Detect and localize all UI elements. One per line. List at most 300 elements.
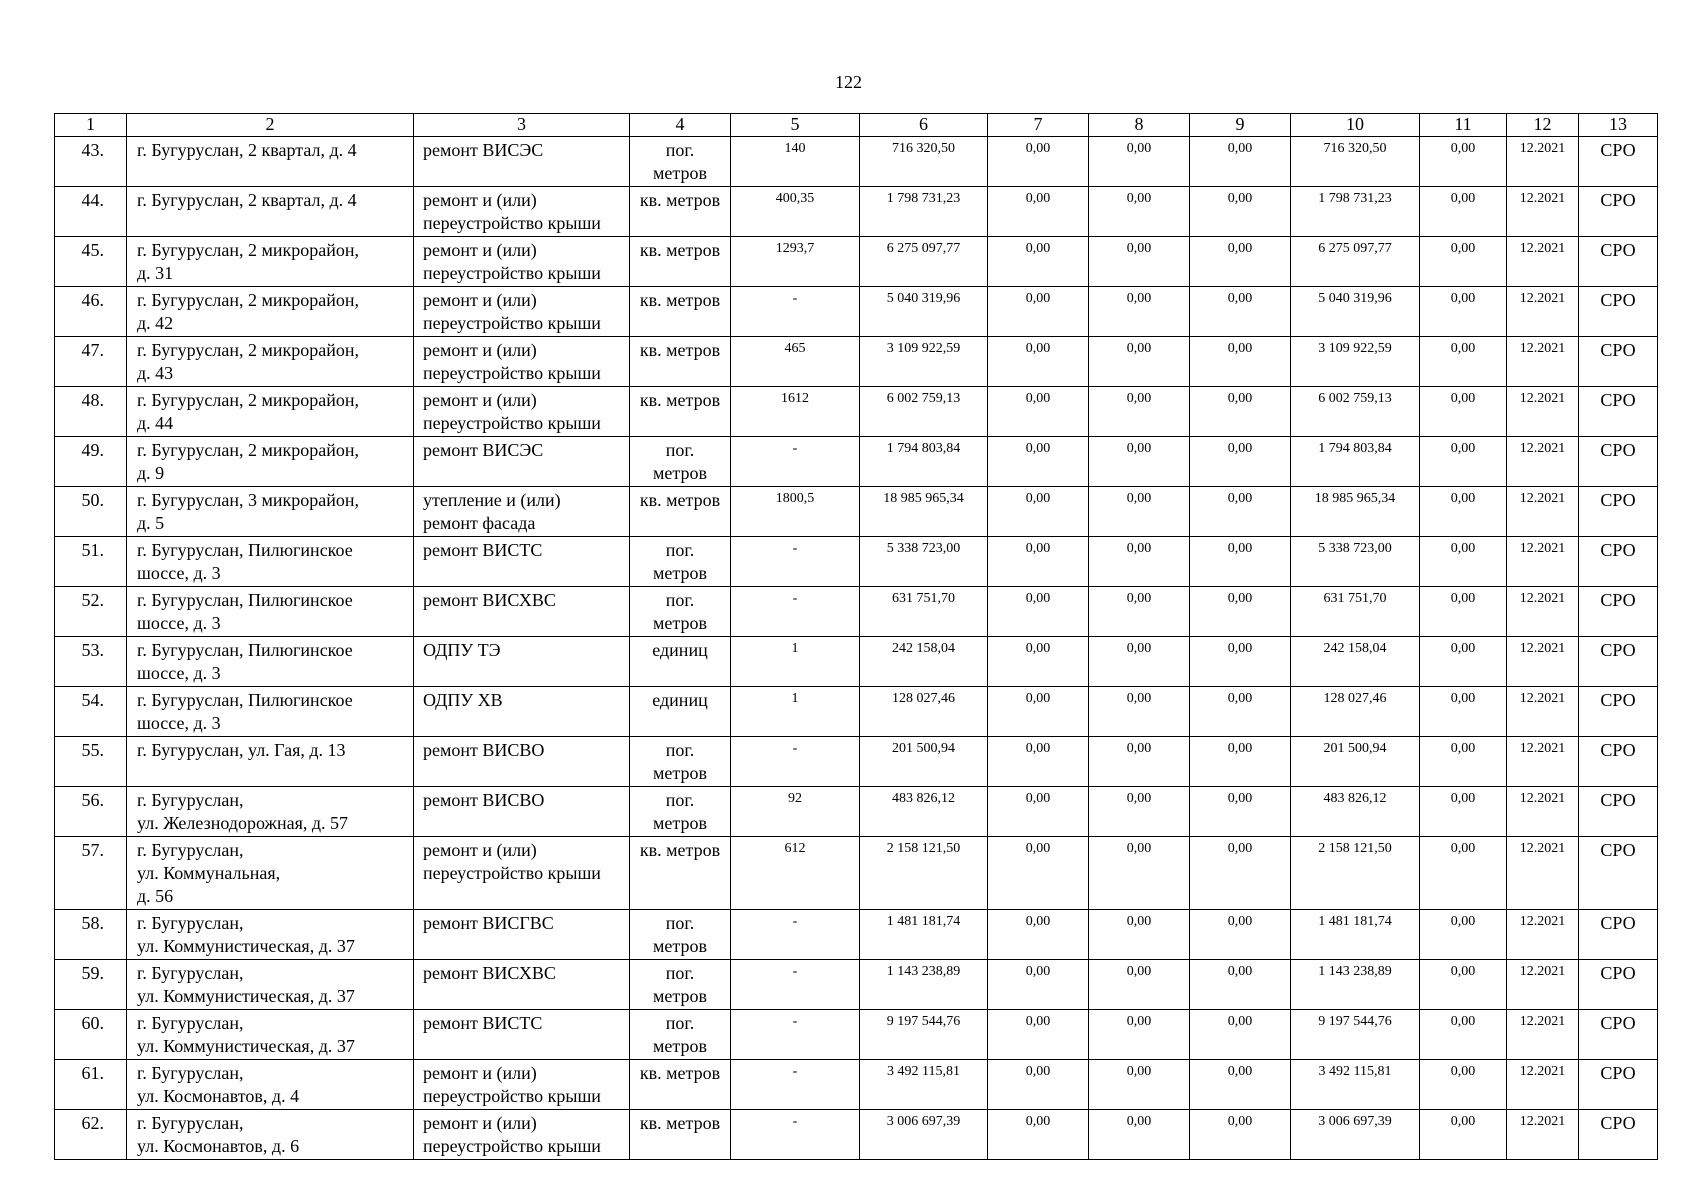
address-line: г. Бугуруслан, Пилюгинское (137, 540, 353, 560)
quantity-cell: 92 (731, 787, 860, 837)
address-line: г. Бугуруслан, (137, 963, 244, 983)
column-11-cell: 0,00 (1420, 487, 1507, 537)
unit-cell (630, 237, 731, 287)
column-9-cell: 0,00 (1190, 910, 1291, 960)
unit-cell (630, 537, 731, 587)
address-line: д. 43 (137, 363, 174, 383)
work-type-line: ОДПУ ХВ (423, 690, 503, 710)
column-7-cell: 0,00 (988, 337, 1089, 387)
address-cell (127, 1010, 414, 1060)
column-7-cell: 0,00 (988, 910, 1089, 960)
column-8-cell: 0,00 (1089, 910, 1190, 960)
source-cell: СРО (1579, 787, 1658, 837)
column-11-cell: 0,00 (1420, 437, 1507, 487)
column-8-cell: 0,00 (1089, 387, 1190, 437)
deadline-cell: 12.2021 (1507, 537, 1579, 587)
column-7-cell: 0,00 (988, 737, 1089, 787)
column-number-header: 7 (988, 114, 1089, 137)
column-10-cell: 5 040 319,96 (1291, 287, 1420, 337)
address-line: д. 5 (137, 513, 165, 533)
unit-line: пог. (665, 740, 695, 760)
work-type-line: ремонт и (или) (423, 340, 537, 360)
work-type-line: переустройство крыши (423, 363, 601, 383)
address-line: д. 9 (137, 463, 165, 483)
work-type-cell (414, 537, 630, 587)
deadline-cell: 12.2021 (1507, 487, 1579, 537)
table-row (55, 287, 1658, 337)
deadline-cell: 12.2021 (1507, 910, 1579, 960)
table-row (55, 187, 1658, 237)
column-9-cell: 0,00 (1190, 837, 1291, 910)
table-row (55, 687, 1658, 737)
column-7-cell: 0,00 (988, 587, 1089, 637)
address-line: г. Бугуруслан, (137, 840, 244, 860)
unit-cell (630, 287, 731, 337)
column-number-header: 4 (630, 114, 731, 137)
column-10-cell: 2 158 121,50 (1291, 837, 1420, 910)
address-line: г. Бугуруслан, 3 микрорайон, (137, 490, 360, 510)
column-8-cell: 0,00 (1089, 737, 1190, 787)
work-type-line: ремонт и (или) (423, 1113, 537, 1133)
address-line: г. Бугуруслан, (137, 913, 244, 933)
unit-line: пог. (665, 913, 695, 933)
table-row (55, 737, 1658, 787)
table-row (55, 537, 1658, 587)
unit-line: пог. (665, 540, 695, 560)
work-type-cell (414, 287, 630, 337)
address-line: г. Бугуруслан, (137, 790, 244, 810)
table-row (55, 910, 1658, 960)
column-8-cell: 0,00 (1089, 287, 1190, 337)
unit-cell (630, 437, 731, 487)
column-9-cell: 0,00 (1190, 387, 1291, 437)
address-cell (127, 487, 414, 537)
unit-cell (630, 137, 731, 187)
unit-cell (630, 187, 731, 237)
column-9-cell: 0,00 (1190, 1110, 1291, 1160)
source-cell: СРО (1579, 537, 1658, 587)
column-10-cell: 201 500,94 (1291, 737, 1420, 787)
unit-line: кв. метров (639, 1063, 721, 1083)
work-type-cell (414, 787, 630, 837)
work-type-cell (414, 187, 630, 237)
column-number-row (55, 114, 1658, 137)
column-11-cell: 0,00 (1420, 187, 1507, 237)
column-number-header: 6 (860, 114, 988, 137)
column-7-cell: 0,00 (988, 137, 1089, 187)
unit-cell (630, 1060, 731, 1110)
column-10-cell: 1 798 731,23 (1291, 187, 1420, 237)
source-cell: СРО (1579, 387, 1658, 437)
column-number-header: 1 (55, 114, 127, 137)
source-cell: СРО (1579, 1110, 1658, 1160)
address-line: г. Бугуруслан, 2 микрорайон, (137, 290, 360, 310)
address-line: г. Бугуруслан, (137, 1063, 244, 1083)
unit-line: кв. метров (639, 240, 721, 260)
column-11-cell: 0,00 (1420, 287, 1507, 337)
column-9-cell: 0,00 (1190, 187, 1291, 237)
unit-line: кв. метров (639, 390, 721, 410)
unit-line: кв. метров (639, 340, 721, 360)
address-line: д. 31 (137, 263, 174, 283)
column-10-cell: 128 027,46 (1291, 687, 1420, 737)
work-type-line: ремонт и (или) (423, 240, 537, 260)
table-row (55, 487, 1658, 537)
quantity-cell: - (731, 910, 860, 960)
deadline-cell: 12.2021 (1507, 337, 1579, 387)
unit-cell (630, 587, 731, 637)
address-line: г. Бугуруслан, 2 микрорайон, (137, 340, 360, 360)
table-row (55, 387, 1658, 437)
work-type-cell (414, 237, 630, 287)
row-number: 52. (55, 587, 127, 637)
address-cell (127, 787, 414, 837)
unit-line: кв. метров (639, 1113, 721, 1133)
total-cost-cell: 5 040 319,96 (860, 287, 988, 337)
column-10-cell: 716 320,50 (1291, 137, 1420, 187)
total-cost-cell: 3 492 115,81 (860, 1060, 988, 1110)
table-row (55, 1010, 1658, 1060)
column-9-cell: 0,00 (1190, 960, 1291, 1010)
column-11-cell: 0,00 (1420, 537, 1507, 587)
column-11-cell: 0,00 (1420, 637, 1507, 687)
column-8-cell: 0,00 (1089, 687, 1190, 737)
address-line: ул. Коммунистическая, д. 37 (137, 986, 355, 1006)
address-line: ул. Космонавтов, д. 6 (137, 1136, 300, 1156)
column-9-cell: 0,00 (1190, 487, 1291, 537)
unit-line: метров (653, 613, 707, 633)
total-cost-cell: 9 197 544,76 (860, 1010, 988, 1060)
work-type-line: ремонт и (или) (423, 290, 537, 310)
column-7-cell: 0,00 (988, 1010, 1089, 1060)
total-cost-cell: 3 006 697,39 (860, 1110, 988, 1160)
row-number: 48. (55, 387, 127, 437)
row-number: 55. (55, 737, 127, 787)
work-type-line: переустройство крыши (423, 1136, 601, 1156)
work-type-line: ремонт ВИСЭС (423, 440, 544, 460)
unit-line: метров (653, 813, 707, 833)
source-cell: СРО (1579, 837, 1658, 910)
address-cell (127, 137, 414, 187)
unit-line: пог. (665, 590, 695, 610)
column-8-cell: 0,00 (1089, 637, 1190, 687)
work-type-line: переустройство крыши (423, 413, 601, 433)
column-8-cell: 0,00 (1089, 837, 1190, 910)
column-7-cell: 0,00 (988, 1060, 1089, 1110)
column-7-cell: 0,00 (988, 837, 1089, 910)
work-type-cell (414, 687, 630, 737)
table-row (55, 1060, 1658, 1110)
column-9-cell: 0,00 (1190, 337, 1291, 387)
column-11-cell: 0,00 (1420, 960, 1507, 1010)
column-8-cell: 0,00 (1089, 960, 1190, 1010)
column-7-cell: 0,00 (988, 960, 1089, 1010)
table-body (55, 114, 1658, 1160)
quantity-cell: 400,35 (731, 187, 860, 237)
address-cell (127, 187, 414, 237)
row-number: 57. (55, 837, 127, 910)
total-cost-cell: 6 002 759,13 (860, 387, 988, 437)
table-row (55, 637, 1658, 687)
source-cell: СРО (1579, 1010, 1658, 1060)
deadline-cell: 12.2021 (1507, 387, 1579, 437)
address-cell (127, 287, 414, 337)
total-cost-cell: 1 481 181,74 (860, 910, 988, 960)
address-line: ул. Коммунистическая, д. 37 (137, 936, 355, 956)
total-cost-cell: 128 027,46 (860, 687, 988, 737)
column-10-cell: 631 751,70 (1291, 587, 1420, 637)
column-9-cell: 0,00 (1190, 237, 1291, 287)
unit-line: метров (653, 986, 707, 1006)
quantity-cell: - (731, 537, 860, 587)
column-10-cell: 6 002 759,13 (1291, 387, 1420, 437)
unit-cell (630, 837, 731, 910)
row-number: 43. (55, 137, 127, 187)
address-line: г. Бугуруслан, 2 микрорайон, (137, 390, 360, 410)
quantity-cell: - (731, 1010, 860, 1060)
total-cost-cell: 1 798 731,23 (860, 187, 988, 237)
row-number: 46. (55, 287, 127, 337)
row-number: 58. (55, 910, 127, 960)
column-7-cell: 0,00 (988, 287, 1089, 337)
column-9-cell: 0,00 (1190, 287, 1291, 337)
total-cost-cell: 1 143 238,89 (860, 960, 988, 1010)
address-cell (127, 337, 414, 387)
column-11-cell: 0,00 (1420, 587, 1507, 637)
column-7-cell: 0,00 (988, 1110, 1089, 1160)
deadline-cell: 12.2021 (1507, 687, 1579, 737)
table-row (55, 137, 1658, 187)
address-line: ул. Железнодорожная, д. 57 (137, 813, 349, 833)
unit-line: единиц (652, 690, 708, 710)
quantity-cell: 465 (731, 337, 860, 387)
column-9-cell: 0,00 (1190, 687, 1291, 737)
deadline-cell: 12.2021 (1507, 960, 1579, 1010)
quantity-cell: - (731, 1060, 860, 1110)
row-number: 59. (55, 960, 127, 1010)
column-8-cell: 0,00 (1089, 1060, 1190, 1110)
work-type-line: переустройство крыши (423, 213, 601, 233)
address-line: г. Бугуруслан, Пилюгинское (137, 590, 353, 610)
source-cell: СРО (1579, 910, 1658, 960)
total-cost-cell: 201 500,94 (860, 737, 988, 787)
address-line: г. Бугуруслан, Пилюгинское (137, 690, 353, 710)
column-9-cell: 0,00 (1190, 137, 1291, 187)
total-cost-cell: 18 985 965,34 (860, 487, 988, 537)
table-row (55, 787, 1658, 837)
page-number: 122 (835, 72, 862, 92)
deadline-cell: 12.2021 (1507, 137, 1579, 187)
address-line: ул. Коммунистическая, д. 37 (137, 1036, 355, 1056)
address-line: г. Бугуруслан, (137, 1113, 244, 1133)
unit-line: метров (653, 936, 707, 956)
table-row (55, 1110, 1658, 1160)
table-row (55, 960, 1658, 1010)
address-line: г. Бугуруслан, Пилюгинское (137, 640, 353, 660)
column-10-cell: 3 006 697,39 (1291, 1110, 1420, 1160)
table-row (55, 587, 1658, 637)
quantity-cell: 612 (731, 837, 860, 910)
table-row (55, 837, 1658, 910)
unit-cell (630, 910, 731, 960)
unit-cell (630, 1110, 731, 1160)
row-number: 44. (55, 187, 127, 237)
unit-line: кв. метров (639, 840, 721, 860)
column-8-cell: 0,00 (1089, 137, 1190, 187)
unit-cell (630, 637, 731, 687)
source-cell: СРО (1579, 137, 1658, 187)
address-line: шоссе, д. 3 (137, 563, 221, 583)
work-type-line: ремонт и (или) (423, 840, 537, 860)
column-number-header: 11 (1420, 114, 1507, 137)
address-cell (127, 237, 414, 287)
work-type-line: ремонт ВИСВО (423, 790, 545, 810)
source-cell: СРО (1579, 337, 1658, 387)
work-type-cell (414, 1110, 630, 1160)
column-7-cell: 0,00 (988, 787, 1089, 837)
quantity-cell: 1 (731, 637, 860, 687)
source-cell: СРО (1579, 637, 1658, 687)
work-type-line: утепление и (или) (423, 490, 561, 510)
unit-line: единиц (652, 640, 708, 660)
unit-line: пог. (665, 963, 695, 983)
column-10-cell: 1 481 181,74 (1291, 910, 1420, 960)
work-type-cell (414, 137, 630, 187)
column-9-cell: 0,00 (1190, 1010, 1291, 1060)
column-9-cell: 0,00 (1190, 637, 1291, 687)
column-8-cell: 0,00 (1089, 787, 1190, 837)
address-line: г. Бугуруслан, 2 квартал, д. 4 (137, 140, 357, 160)
column-8-cell: 0,00 (1089, 337, 1190, 387)
column-7-cell: 0,00 (988, 237, 1089, 287)
table-row (55, 437, 1658, 487)
work-type-cell (414, 1010, 630, 1060)
quantity-cell: - (731, 737, 860, 787)
work-type-cell (414, 387, 630, 437)
unit-line: кв. метров (639, 490, 721, 510)
column-7-cell: 0,00 (988, 637, 1089, 687)
address-line: ул. Коммунальная, (137, 863, 281, 883)
column-number-header: 9 (1190, 114, 1291, 137)
row-number: 49. (55, 437, 127, 487)
column-7-cell: 0,00 (988, 537, 1089, 587)
address-line: г. Бугуруслан, (137, 1013, 244, 1033)
address-line: г. Бугуруслан, 2 микрорайон, (137, 240, 360, 260)
address-line: д. 42 (137, 313, 174, 333)
unit-line: метров (653, 163, 707, 183)
unit-line: метров (653, 763, 707, 783)
row-number: 62. (55, 1110, 127, 1160)
total-cost-cell: 5 338 723,00 (860, 537, 988, 587)
table-row (55, 237, 1658, 287)
column-11-cell: 0,00 (1420, 737, 1507, 787)
address-line: шоссе, д. 3 (137, 713, 221, 733)
column-7-cell: 0,00 (988, 687, 1089, 737)
unit-line: метров (653, 463, 707, 483)
column-11-cell: 0,00 (1420, 237, 1507, 287)
column-number-header: 10 (1291, 114, 1420, 137)
address-cell (127, 437, 414, 487)
column-9-cell: 0,00 (1190, 587, 1291, 637)
work-type-cell (414, 487, 630, 537)
source-cell: СРО (1579, 1060, 1658, 1110)
address-cell (127, 737, 414, 787)
work-type-line: ремонт ВИСХВС (423, 963, 556, 983)
row-number: 60. (55, 1010, 127, 1060)
unit-cell (630, 787, 731, 837)
total-cost-cell: 716 320,50 (860, 137, 988, 187)
work-type-cell (414, 910, 630, 960)
deadline-cell: 12.2021 (1507, 187, 1579, 237)
deadline-cell: 12.2021 (1507, 587, 1579, 637)
address-line: шоссе, д. 3 (137, 613, 221, 633)
column-9-cell: 0,00 (1190, 787, 1291, 837)
work-type-line: ремонт и (или) (423, 1063, 537, 1083)
quantity-cell: 1612 (731, 387, 860, 437)
deadline-cell: 12.2021 (1507, 1010, 1579, 1060)
address-cell (127, 910, 414, 960)
column-11-cell: 0,00 (1420, 387, 1507, 437)
column-10-cell: 1 143 238,89 (1291, 960, 1420, 1010)
column-number-header: 2 (127, 114, 414, 137)
column-11-cell: 0,00 (1420, 1110, 1507, 1160)
repair-program-table (54, 113, 1658, 1160)
source-cell: СРО (1579, 587, 1658, 637)
column-number-header: 12 (1507, 114, 1579, 137)
column-8-cell: 0,00 (1089, 237, 1190, 287)
column-10-cell: 1 794 803,84 (1291, 437, 1420, 487)
work-type-line: переустройство крыши (423, 863, 601, 883)
deadline-cell: 12.2021 (1507, 287, 1579, 337)
total-cost-cell: 483 826,12 (860, 787, 988, 837)
deadline-cell: 12.2021 (1507, 787, 1579, 837)
work-type-cell (414, 337, 630, 387)
address-line: г. Бугуруслан, ул. Гая, д. 13 (137, 740, 346, 760)
unit-line: пог. (665, 440, 695, 460)
work-type-cell (414, 960, 630, 1010)
column-number-header: 3 (414, 114, 630, 137)
column-8-cell: 0,00 (1089, 187, 1190, 237)
total-cost-cell: 631 751,70 (860, 587, 988, 637)
quantity-cell: - (731, 1110, 860, 1160)
work-type-line: переустройство крыши (423, 1086, 601, 1106)
total-cost-cell: 6 275 097,77 (860, 237, 988, 287)
address-line: д. 56 (137, 886, 174, 906)
table-row (55, 337, 1658, 387)
source-cell: СРО (1579, 437, 1658, 487)
work-type-line: ремонт и (или) (423, 190, 537, 210)
deadline-cell: 12.2021 (1507, 637, 1579, 687)
deadline-cell: 12.2021 (1507, 1060, 1579, 1110)
work-type-line: ОДПУ ТЭ (423, 640, 501, 660)
column-8-cell: 0,00 (1089, 1010, 1190, 1060)
column-9-cell: 0,00 (1190, 737, 1291, 787)
column-10-cell: 3 109 922,59 (1291, 337, 1420, 387)
row-number: 50. (55, 487, 127, 537)
column-number-header: 8 (1089, 114, 1190, 137)
deadline-cell: 12.2021 (1507, 1110, 1579, 1160)
column-11-cell: 0,00 (1420, 1060, 1507, 1110)
column-8-cell: 0,00 (1089, 1110, 1190, 1160)
column-10-cell: 6 275 097,77 (1291, 237, 1420, 287)
address-line: шоссе, д. 3 (137, 663, 221, 683)
column-11-cell: 0,00 (1420, 137, 1507, 187)
column-10-cell: 483 826,12 (1291, 787, 1420, 837)
row-number: 54. (55, 687, 127, 737)
unit-cell (630, 687, 731, 737)
address-cell (127, 1060, 414, 1110)
address-line: д. 44 (137, 413, 174, 433)
